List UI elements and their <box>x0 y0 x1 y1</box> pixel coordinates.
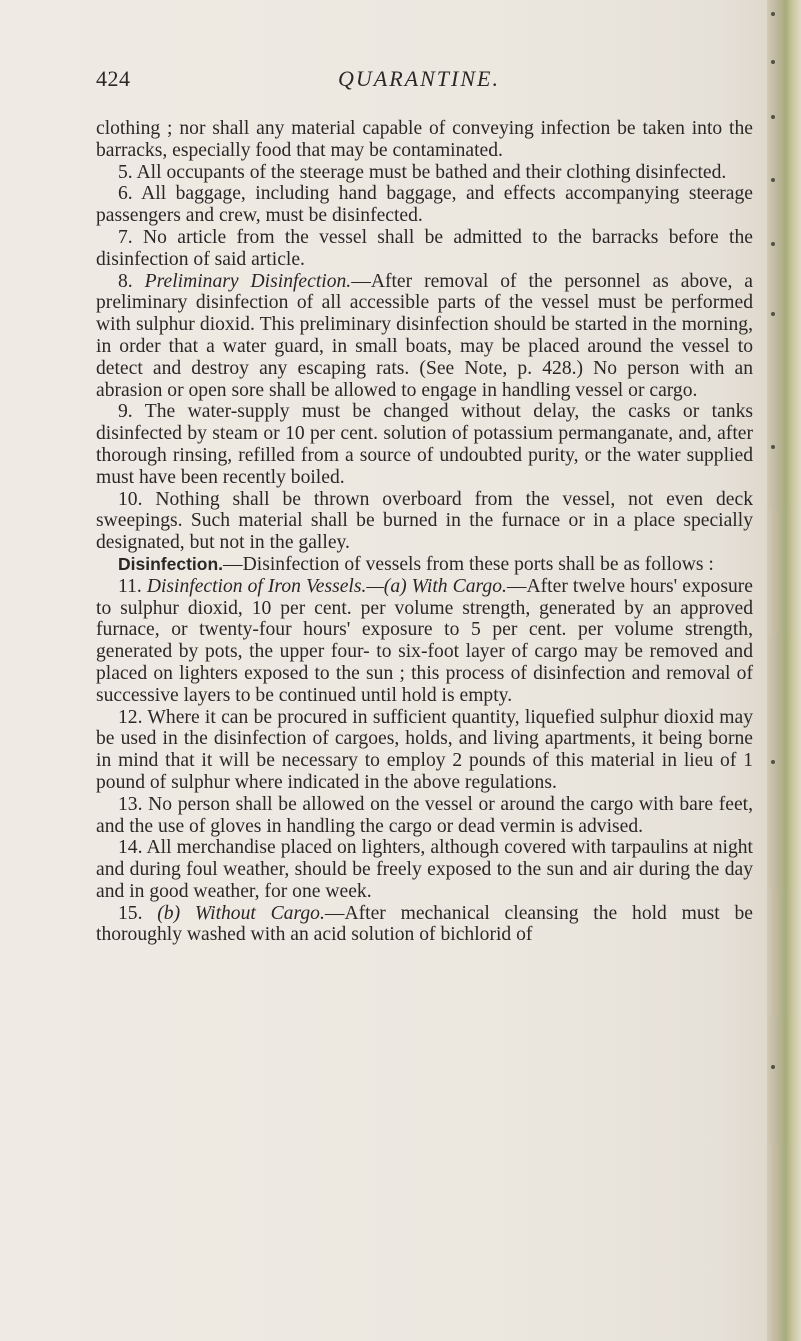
paragraph-10: 10. Nothing shall be thrown overboard from the vessel, not even deck sweepings. Such material shall be burned in the furnace or in a place specially designated, but not in the galley. <box>96 488 753 554</box>
binding-mark <box>771 60 775 64</box>
body-text <box>96 118 753 946</box>
paragraph-7: 7. No article from the vessel shall be admitted to the barracks before the disinfection of said article. <box>96 226 753 270</box>
paragraph-6: 6. All baggage, including hand baggage, and effects accompanying steerage passengers and crew, must be disinfected. <box>96 183 753 227</box>
paragraph-9: 9. The water-supply must be changed without delay, the casks or tanks disinfected by steam or 10 per cent. solution of potassium permanganate, and, after thorough rinsing, refilled from a source of undoubted purity, or the water supplied must have been recently boiled. <box>96 401 753 488</box>
paragraph-12: 12. Where it can be procured in sufficient quantity, liquefied sulphur dioxid may be used in the disinfection of cargoes, holds, and living apartments, it being borne in mind that it will be necessary to employ 2 pounds of this material in lieu of 1 pound of sulphur where indicated in the above regulations. <box>96 706 753 793</box>
paragraph-14: 14. All merchandise placed on lighters, although covered with tarpaulins at night and during foul weather, should be freely exposed to the sun and air during the day and in good weather, for one week. <box>96 837 753 902</box>
binding-mark <box>771 242 775 246</box>
binding-mark <box>771 1065 775 1069</box>
book-binding-edge <box>767 0 801 1341</box>
binding-mark <box>771 760 775 764</box>
paragraph-continued: clothing ; nor shall any material capable of conveying infection be taken into the barracks, especially food that may be contaminated. <box>96 118 753 161</box>
paragraph-15 <box>96 903 753 947</box>
binding-mark <box>771 115 775 119</box>
page-header <box>0 66 760 106</box>
disinfection-paragraph <box>96 554 753 576</box>
paragraph-15-title: (b) Without Cargo. <box>157 902 325 924</box>
paragraph-5: 5. All occupants of the steerage must be bathed and their clothing disinfected. <box>118 161 727 183</box>
page-number: 424 <box>96 66 131 91</box>
binding-mark <box>771 178 775 182</box>
paragraph-11 <box>96 576 753 707</box>
paragraph-11-text: —After twelve hours' exposure to sulphur dioxid, 10 per cent. per volume strength, generated by an approved furnace, or twenty-four hours' exposure to 5 per cent. per volume strength, generated by pots, the upper four- to six-foot layer of cargo may be removed and placed on lighters exposed to the sun ; this process of disinfection and removal of successive layers to be continued until hold is empty. <box>96 575 753 706</box>
disinfection-heading: Disinfection. <box>118 553 224 574</box>
running-title: QUARANTINE. <box>338 66 500 91</box>
binding-mark <box>771 12 775 16</box>
paragraph-11-number: 11. <box>118 575 147 597</box>
paragraph-8-number: 8. <box>118 270 145 292</box>
binding-mark <box>771 445 775 449</box>
paragraph-8 <box>96 271 753 402</box>
paragraph-13: 13. No person shall be allowed on the vessel or around the cargo with bare feet, and the use of gloves in handling the cargo or dead vermin is advised. <box>96 793 753 837</box>
paragraph-11-title: Disinfection of Iron Vessels.—(a) With Cargo. <box>146 575 507 597</box>
paragraph-15-text: —After mechanical cleansing the hold must be thoroughly washed with an acid solution of bichlorid of <box>96 902 753 946</box>
paragraph-15-number: 15. <box>118 902 158 924</box>
binding-mark <box>771 312 775 316</box>
paragraph-8-title: Preliminary Disinfection. <box>144 270 352 292</box>
paragraph-8-text: —After removal of the personnel as above, a preliminary disinfection of all accessible parts of the vessel must be performed with sulphur dioxid. This preliminary disinfection should be started in the morning, in order that a water guard, in small boats, may be placed around the vessel to detect and destroy any escaping rats. (See Note, p. 428.) No person with an abrasion or open sore shall be allowed to engage in handling vessel or cargo. <box>96 270 754 401</box>
disinfection-text: —Disinfection of vessels from these ports shall be as follows : <box>223 553 714 575</box>
